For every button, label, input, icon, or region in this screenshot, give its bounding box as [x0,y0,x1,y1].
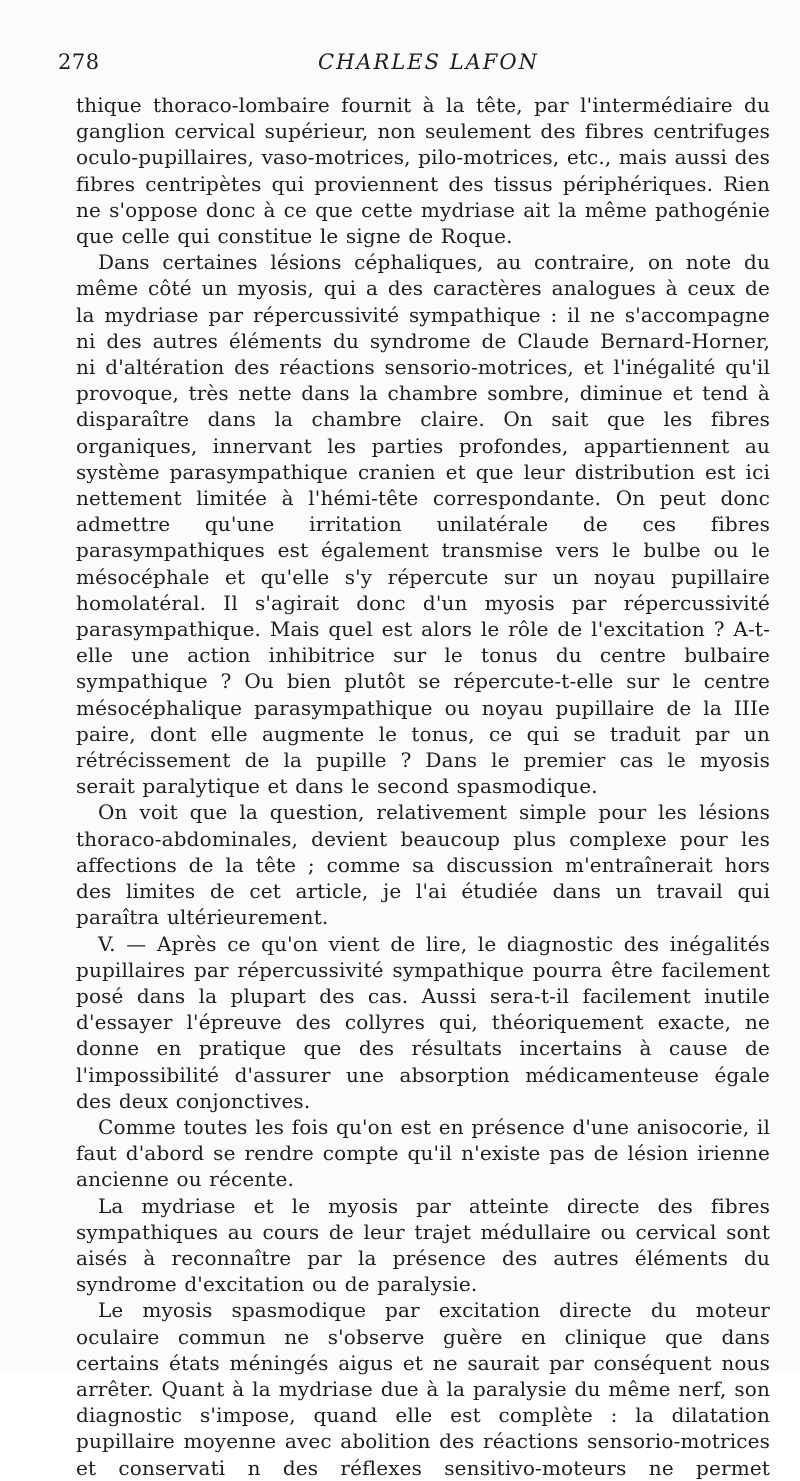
page-header [58,44,770,80]
paragraph-7: Le myosis spasmodique par excitation directe du moteur oculaire commun ne s'observe guère en clinique que dans certains états méningés aigus et ne saurait par conséquent nous arrêter. Quant à la mydriase due à la paralysie du même nerf, son diagnostic s'impose, quand elle est complète : la dilatation pupillaire moyenne avec abolition des réactions sensorio-motrices et conservati n des réflexes sensitivo-moteurs ne permet [76,1298,770,1480]
running-head: CHARLES LAFON [318,50,539,74]
page-number: 278 [58,50,100,74]
paragraph-2: Dans certaines lésions céphaliques, au contraire, on note du même côté un myosis, qui a des caractères analogues à ceux de la mydriase par répercussivité sympathique : il ne s'accompagne ni des autres éléments du syndrome de Claude Bernard-Horner, ni d'altération des réactions sensorio-motrices, et l'inégalité qu'il provoque, très nette dans la chambre sombre, diminue et tend à disparaître dans la chambre claire. On sait que les fibres organiques, innervant les parties profondes, appartiennent au système parasympathique cranien et que leur distribution est ici nettement limitée à l'hémi-tête correspondante. On peut donc admettre qu'une irritation unilatérale de ces fibres parasympathiques est également transmise vers le bulbe ou le mésocéphale et qu'elle s'y répercute sur un noyau pupillaire homolatéral. Il s'agirait donc d'un myosis par répercussivité parasympathique. Mais quel est alors le rôle de l'excitation ? A-t-elle une action inhibitrice sur le tonus du centre bulbaire sympathique ? Ou bien plutôt se répercute-t-elle sur le centre mésocéphalique parasympathique ou noyau pupillaire de la IIIe paire, dont elle augmente le tonus, ce qui se traduit par un rétrécissement de la pupille ? Dans le premier cas le myosis serait paralytique et dans le second spasmodique. [76,250,770,799]
paragraph-4: V. — Après ce qu'on vient de lire, le diagnostic des inégalités pupillaires par répercussivité sympathique pourra être facilement posé dans la plupart des cas. Aussi sera-t-il facilement inutile d'essayer l'épreuve des collyres qui, théoriquement exacte, ne donne en pratique que des résultats incertains à cause de l'impossibilité d'assurer une absorption médicamenteuse égale des deux conjonctives. [76,931,770,1113]
paragraph-6: La mydriase et le myosis par atteinte directe des fibres sympathiques au cours de leur trajet médullaire ou cervical sont aisés à reconnaître par la présence des autres éléments du syndrome d'excitation ou de paralysie. [76,1193,770,1297]
paragraph-1: thique thoraco-lombaire fournit à la tête, par l'intermédiaire du ganglion cervical supérieur, non seulement des fibres centrifuges oculo-pupillaires, vaso-motrices, pilo-motrices, etc., mais aussi des fibres centripètes qui proviennent des tissus périphériques. Rien ne s'oppose donc à ce que cette mydriase ait la même pathogénie que celle qui constitue le signe de Roque. [76,93,770,249]
body-text [76,92,770,1481]
paragraph-5: Comme toutes les fois qu'on est en présence d'une anisocorie, il faut d'abord se rendre compte qu'il n'existe pas de lésion irienne ancienne ou récente. [76,1114,770,1192]
paragraph-3: On voit que la question, relativement simple pour les lésions thoraco-abdominales, devient beaucoup plus complexe pour les affections de la tête ; comme sa discussion m'entraînerait hors des limites de cet article, je l'ai étudiée dans un travail qui paraîtra ultérieurement. [76,800,770,930]
